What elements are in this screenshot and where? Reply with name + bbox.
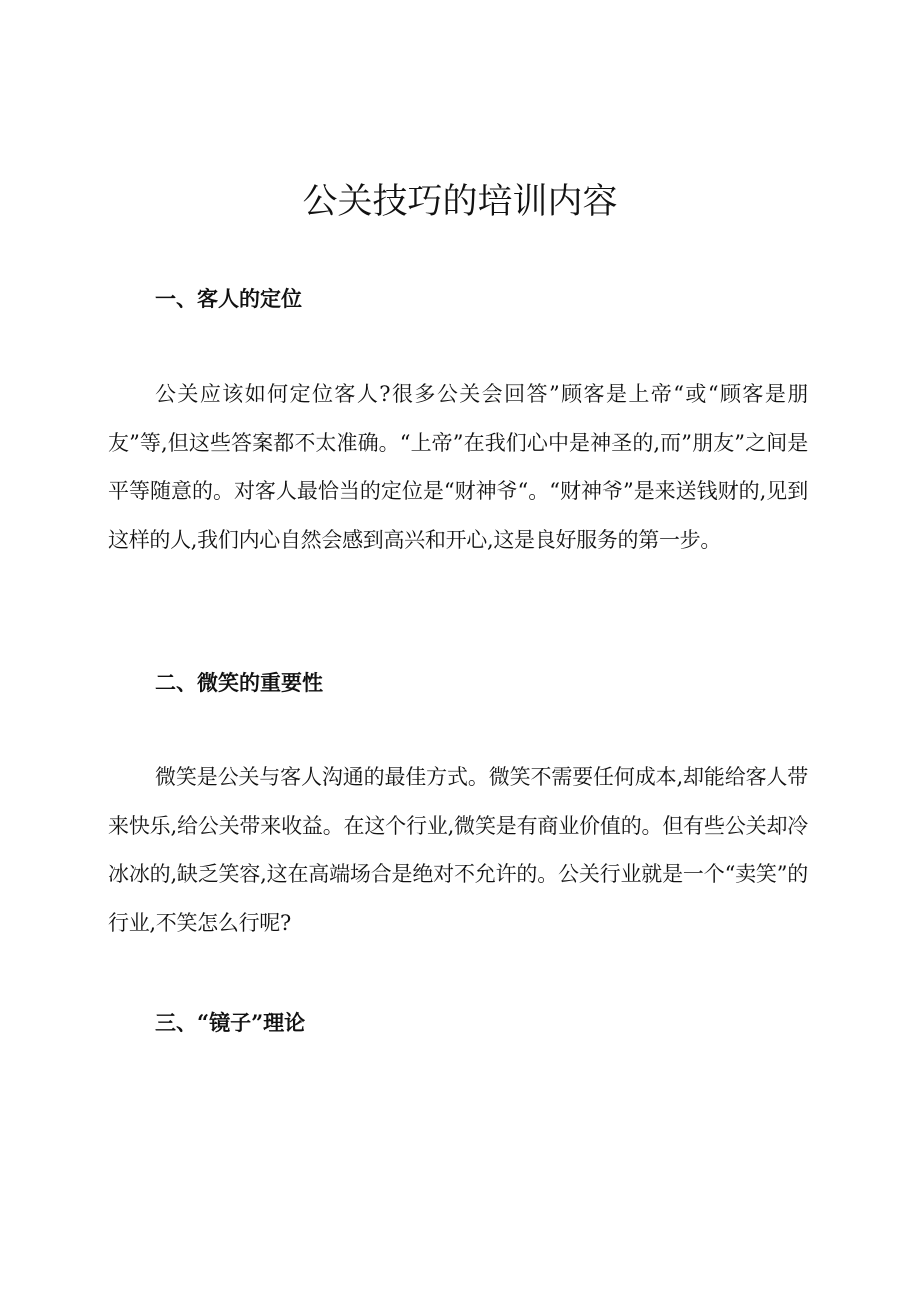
section-paragraph-customer-positioning: 公关应该如何定位客人?很多公关会回答”顾客是上帝“或“顾客是朋友”等,但这些答案都不太准确。“上帝”在我们心中是神圣的,而”朋友”之间是平等随意的。对客人最恰当的定位是“财神爷“。“财神爷”是来送钱财的,见到这样的人,我们内心自然会感到高兴和开心,这是良好服务的第一步。 (108, 382, 808, 552)
page-title: 公关技巧的培训内容 (302, 182, 618, 222)
section-heading-mirror-theory: 三、“镜子”理论 (155, 1010, 306, 1035)
section-heading-smile-importance: 二、微笑的重要性 (155, 670, 323, 695)
section-paragraph-smile-importance: 微笑是公关与客人沟通的最佳方式。微笑不需要任何成本,却能给客人带来快乐,给公关带来收益。在这个行业,微笑是有商业价值的。但有些公关却冷冰冰的,缺乏笑容,这在高端场合是绝对不允许的。公关行业就是一个“卖笑”的行业,不笑怎么行呢? (108, 765, 808, 935)
section-heading-customer-positioning: 一、客人的定位 (155, 286, 302, 311)
